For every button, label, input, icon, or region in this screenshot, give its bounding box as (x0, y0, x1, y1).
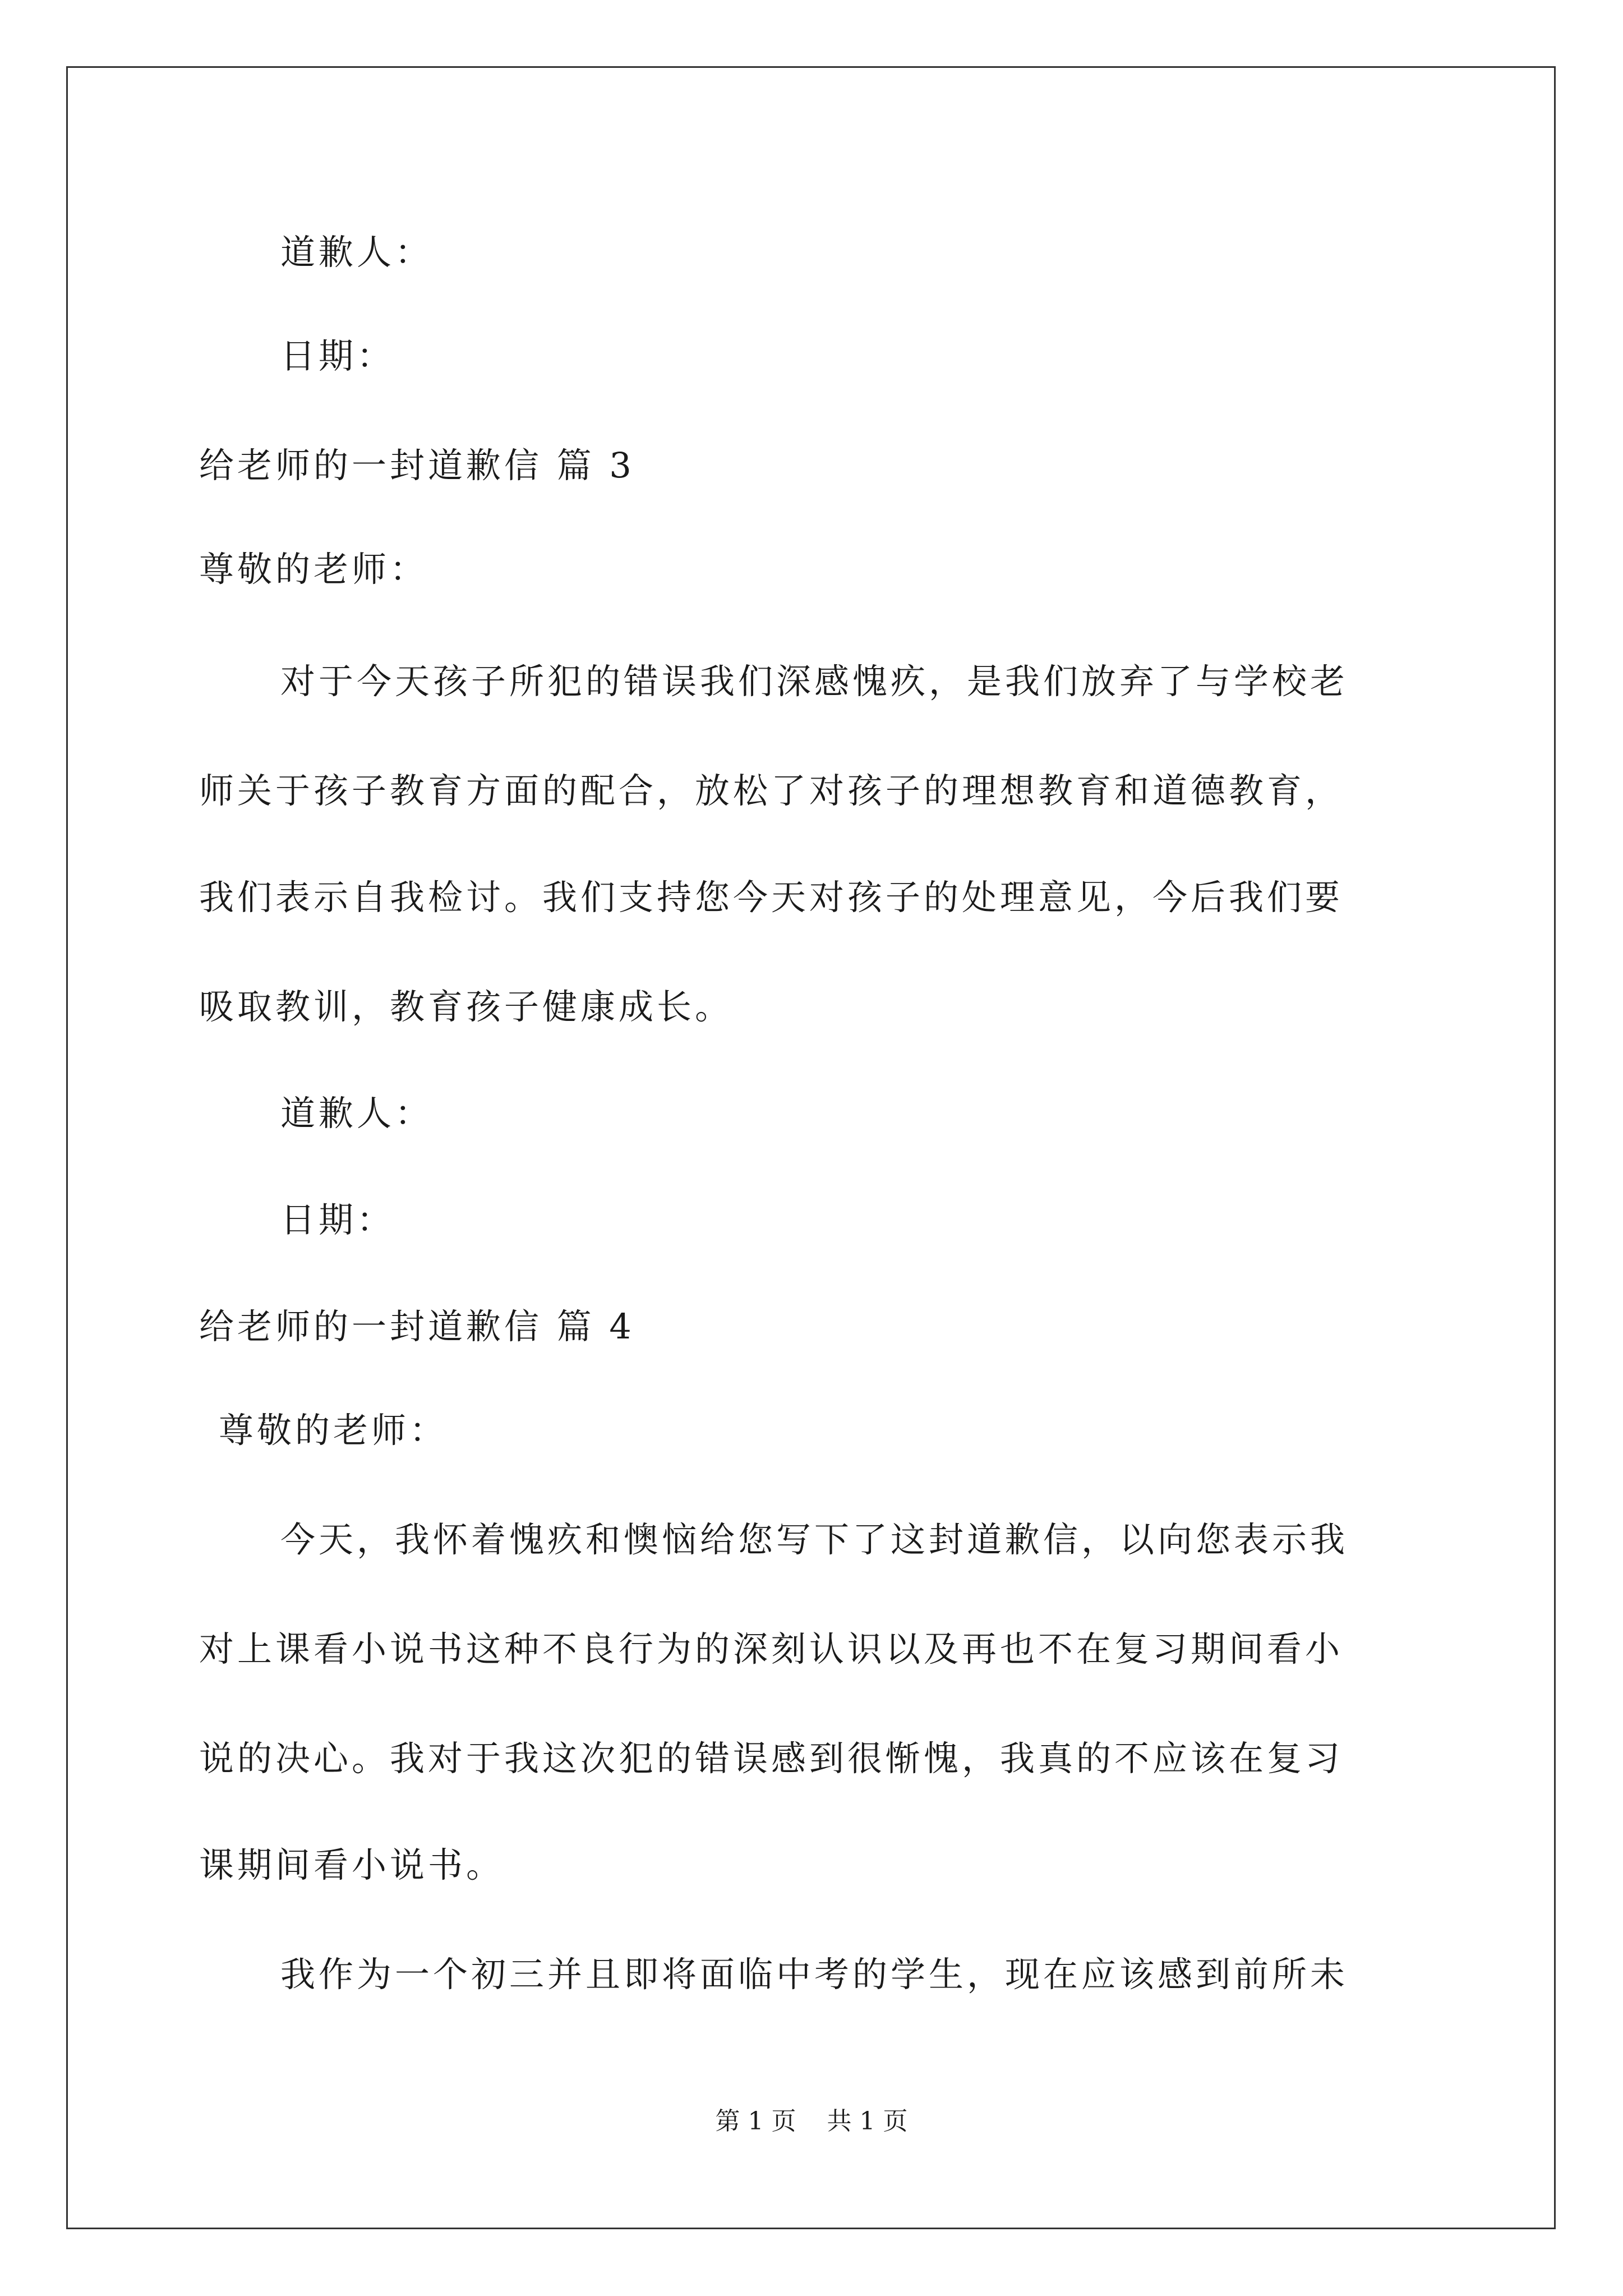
paragraph-line: 今天，我怀着愧疚和懊恼给您写下了这封道歉信，以向您表示我 (280, 1519, 1349, 1560)
paragraph-line: 课期间看小说书。 (199, 1844, 505, 1885)
page-border (66, 66, 1556, 2229)
paragraph-line: 师关于孩子教育方面的配合，放松了对孩子的理想教育和道德教育， (199, 770, 1344, 811)
signer-label: 道歉人： (280, 1093, 434, 1134)
paragraph-line: 我们表示自我检讨。我们支持您今天对孩子的处理意见，今后我们要 (199, 877, 1344, 918)
page-number: 第 1 页 (715, 2107, 796, 2136)
section-heading: 给老师的一封道歉信 篇 4 (199, 1306, 635, 1347)
salutation: 尊敬的老师： (219, 1410, 448, 1451)
page-footer (0, 2105, 1623, 2138)
paragraph-line: 对于今天孩子所犯的错误我们深感愧疚，是我们放弃了与学校老 (280, 661, 1349, 702)
paragraph-line: 说的决心。我对于我这次犯的错误感到很惭愧，我真的不应该在复习 (199, 1738, 1344, 1779)
salutation: 尊敬的老师： (199, 549, 428, 590)
date-label: 日期： (280, 335, 395, 376)
page-total: 共 1 页 (827, 2107, 908, 2136)
paragraph-line: 我作为一个初三并且即将面临中考的学生，现在应该感到前所未 (280, 1954, 1349, 1995)
date-label: 日期： (280, 1199, 395, 1240)
paragraph-line: 对上课看小说书这种不良行为的深刻认识以及再也不在复习期间看小 (199, 1628, 1344, 1669)
section-heading: 给老师的一封道歉信 篇 3 (199, 445, 635, 486)
paragraph-line: 吸取教训，教育孩子健康成长。 (199, 986, 734, 1027)
signer-label: 道歉人： (280, 232, 434, 273)
